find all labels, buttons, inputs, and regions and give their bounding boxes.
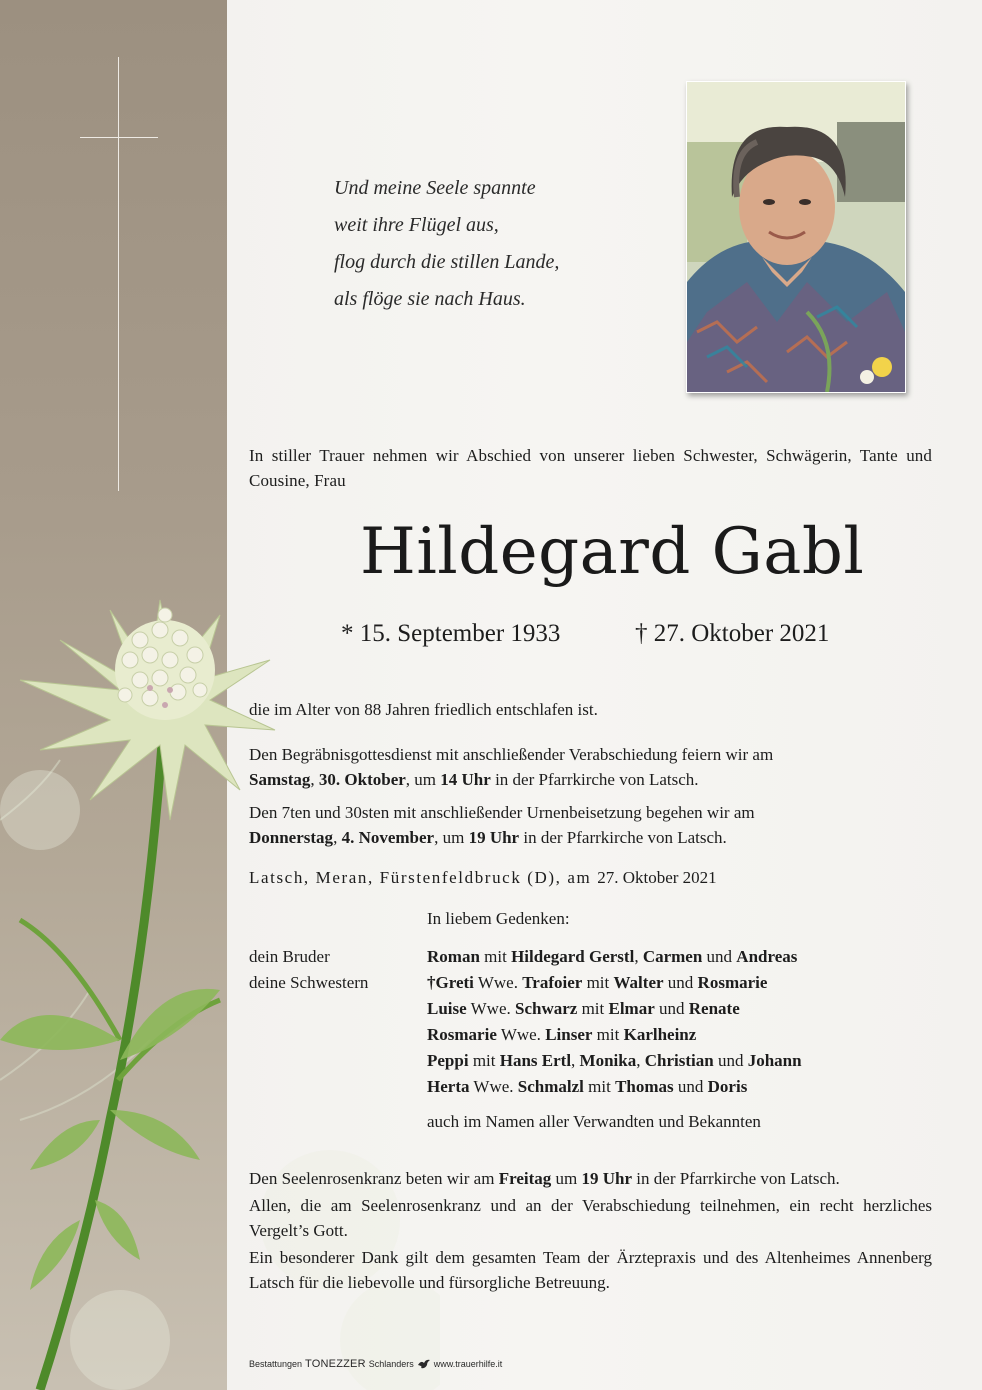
relation-headings [249,944,368,996]
on-behalf-text: auch im Namen aller Verwandten und Bekannten [427,1112,761,1131]
relative-row: Luise Wwe. Schwarz mit Elmar und Renate [427,999,740,1018]
rosary-info: Den Seelenrosenkranz beten wir am Freitag um 19 Uhr in der Pfarrkirche von Latsch. [249,1169,840,1188]
footer-brand: TONEZZER [305,1358,366,1370]
quote-line: Und meine Seele spannte [334,177,536,199]
funeral-date: 30. Oktober [318,770,406,789]
birth-date: * 15. September 1933 [341,620,561,647]
relatives-list [427,944,802,1100]
urn-date: 4. November [341,828,435,847]
relative-row: †Greti Wwe. Trafoier mit Walter und Rosmarie [427,973,768,992]
place-date-line [249,865,717,890]
urn-mid: , um [434,828,469,847]
thanks-attendees: Allen, die am Seelenrosenkranz und an der Verabschiedung teilnehmen, ein recht herzliches Vergelt’s Gott. [249,1196,932,1240]
in-memory-heading: In liebem Gedenken: [427,909,570,928]
intro-text: In stiller Trauer nehmen wir Abschied von unserer lieben Schwester, Schwägerin, Tante und Cousine, Frau [249,446,932,490]
relative-row: Peppi mit Hans Ertl, Monika, Christian und Johann [427,1051,802,1070]
relative-row: Roman mit Hildegard Gerstl, Carmen und Andreas [427,947,798,966]
urn-time: 19 Uhr [468,828,520,847]
funeral-mass-date-line: Samstag, 30. Oktober, um 14 Uhr in der Pfarrkirche von Latsch. [249,770,699,789]
age-text: die im Alter von 88 Jahren friedlich entschlafen ist. [249,700,598,719]
relation-sisters: deine Schwestern [249,973,369,992]
footer-credit [249,1358,502,1370]
footer-prefix: Bestattungen [249,1359,303,1369]
urn-day: Donnerstag [249,828,334,847]
footer-town: Schlanders [368,1359,414,1369]
quote-line: weit ihre Flügel aus, [334,214,499,236]
portrait-photo [686,81,906,393]
dove-icon [417,1358,431,1370]
place-text: Latsch, Meran, Fürstenfeldbruck (D), am [249,868,592,887]
cross-vertical [118,57,119,491]
urn-burial-info [249,800,755,850]
footer-url: www.trauerhilfe.it [433,1359,503,1369]
quote-line: flog durch die stillen Lande, [334,251,560,273]
funeral-mass-line: Den Begräbnisgottesdienst mit anschließender Verabschiedung feiern wir am [249,745,774,764]
urn-burial-date-line: Donnerstag, 4. November, um 19 Uhr in der Pfarrkirche von Latsch. [249,828,727,847]
relative-row: Herta Wwe. Schmalzl mit Thomas und Doris [427,1077,748,1096]
funeral-mid: , um [405,770,441,789]
place-date: 27. Oktober 2021 [597,868,717,887]
funeral-day: Samstag [249,770,311,789]
funeral-time: 14 Uhr [440,770,491,789]
funeral-mass-info [249,742,773,792]
cross-horizontal [80,137,158,138]
relation-brother: dein Bruder [249,947,330,966]
urn-location: in der Pfarrkirche von Latsch. [519,828,727,847]
death-date: † 27. Oktober 2021 [635,620,830,647]
relative-row: Rosmarie Wwe. Linser mit Karlheinz [427,1025,697,1044]
urn-burial-line: Den 7ten und 30sten mit anschließender Urnenbeisetzung begehen wir am [249,803,755,822]
deceased-name: Hildegard Gabl [360,515,865,589]
quote-line: als flöge sie nach Haus. [334,288,526,310]
thanks-care-team: Ein besonderer Dank gilt dem gesamten Team der Ärztepraxis und des Altenheimes Annenberg Latsch für die liebevolle und fürsorgliche Betreuung. [249,1248,932,1292]
memorial-quote [334,170,559,318]
funeral-location: in der Pfarrkirche von Latsch. [490,770,699,789]
